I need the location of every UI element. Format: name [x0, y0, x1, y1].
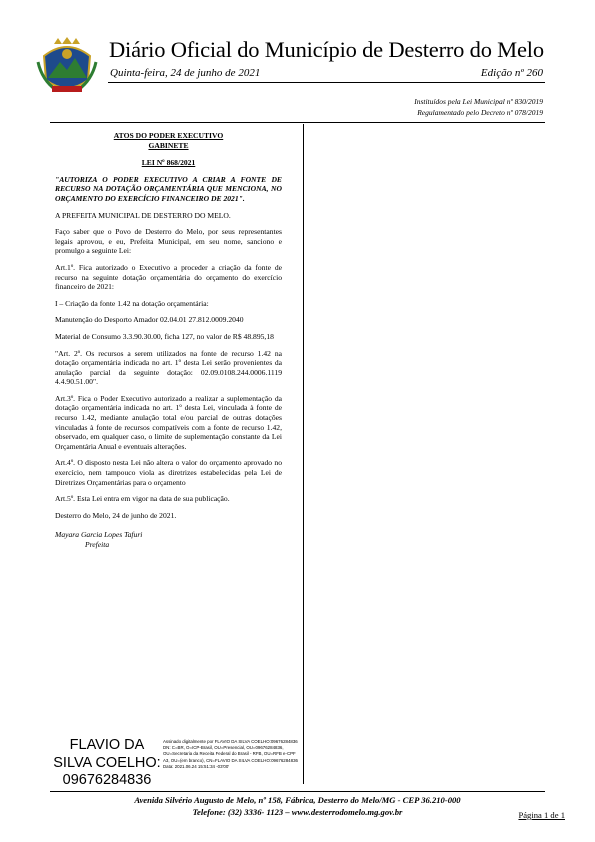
paragraph: Art.5º. Esta Lei entra em vigor na data de sua publicação.: [55, 494, 230, 504]
header-divider: [108, 82, 545, 83]
footer-contact: Telefone: (32) 3336- 1123 – www.desterrodomelo.mg.gov.br: [192, 807, 403, 817]
paragraph: A PREFEITA MUNICIPAL DE DESTERRO DO MELO.: [55, 210, 231, 220]
paragraph: Art.4º. O disposto nesta Lei não altera o valor do orçamento aprovado no exercício, nem tampouco viola as diretrizes estabelecidas pela Lei de Diretrizes Orçamentárias para o orçamento: [55, 458, 282, 487]
law-number: LEI Nº 868/2021: [141, 158, 196, 168]
digital-signature-stamp: [52, 737, 302, 789]
paragraph: Material de Consumo 3.3.90.30.00, ficha 127, no valor de R$ 48.895,18: [55, 331, 274, 341]
certificate-holder: FLAVIO DA SILVA COELHO: 09676284836: [53, 737, 161, 788]
regulation-note: Regulamentado pelo Decreto nº 078/2019: [417, 108, 543, 117]
issue-date: Quinta-feira, 24 de junho de 2021: [110, 67, 261, 79]
signer-role: Prefeita: [85, 540, 110, 549]
column-divider: [303, 124, 304, 784]
signer-name: Mayara Garcia Lopes Tafuri: [55, 530, 143, 540]
institution-note: Instituídos pela Lei Municipal nº 830/2019: [414, 97, 543, 106]
footer-address: Avenida Silvério Augusto de Melo, nº 158, Fábrica, Desterro do Melo/MG - CEP 36.210-000: [134, 795, 461, 805]
paragraph: I – Criação da fonte 1.42 na dotação orçamentária:: [55, 298, 209, 308]
paragraph: Art.3º. Fica o Poder Executivo autorizado a realizar a suplementação da dotação orçamentária indicada no art. 1º desta Lei, vinculada à fonte de recurso 1.42, mediante anulação total e/ou parcial de outras dotações vinculadas à fonte de recursos compatíveis com a fonte de recurso 1.42, observado, em qualquer caso, o limite de suplementação constante da Lei Orçamentária Anual e eventuais alterações.: [55, 393, 282, 451]
paragraph: Manutenção do Desporto Amador 02.04.01 27.812.0009.2040: [55, 315, 244, 325]
paragraph: Faço saber que o Povo de Desterro do Melo, por seus representantes legais aprovou, e eu, Prefeita Municipal, em seu nome, sanciono e promulgo a seguinte Lei:: [55, 227, 282, 256]
signing-date: Desterro do Melo, 24 de junho de 2021.: [55, 510, 177, 520]
paragraph: "Art. 2º. Os recursos a serem utilizados na fonte de recurso 1.42 na dotação orçamentária indicada no art. 1º desta Lei serão provenientes da anulação parcial da seguinte dotação: 02.09.0108.244.0006.1119 4.4.90.51.00".: [55, 348, 282, 387]
footer-divider: [50, 791, 545, 792]
section-heading: ATOS DO PODER EXECUTIVO: [113, 131, 224, 140]
municipal-crest-icon: [34, 36, 100, 96]
page-number: Página 1 de 1: [518, 810, 565, 820]
section-subheading: GABINETE: [148, 140, 189, 150]
top-rule: [50, 122, 545, 123]
certificate-details: Assinado digitalmente por FLAVIO DA SILVA COELHO:09676284836 DN: C=BR, O=ICP-Brasil, OU=Presencial, OU=09676284836, OU=Secretaria da Receita Federal do Brasil - RFB, OU=RFB e-CPF A3, OU=(em branco), CN=FLAVIO DA SILVA COELHO:09676284836 Data: 2021.06.24 15:51:34 -03'00': [163, 739, 298, 769]
article-column: [55, 131, 282, 550]
edition-number: Edição nº 260: [480, 67, 543, 79]
paragraph: Art.1º. Fica autorizado o Executivo a proceder a criação da fonte de recurso na seguinte dotação orçamentária do orçamento do exercício financeiro de 2021:: [55, 262, 282, 292]
journal-title: Diário Oficial do Município de Desterro do Melo: [109, 37, 544, 62]
law-ementa: "AUTORIZA O PODER EXECUTIVO A CRIAR A FONTE DE RECURSO NA DOTAÇÃO ORÇAMENTÁRIA QUE MENCIONA, NO ORÇAMENTO DO EXERCÍCIO FINANCEIRO DE 2021".: [55, 174, 282, 203]
